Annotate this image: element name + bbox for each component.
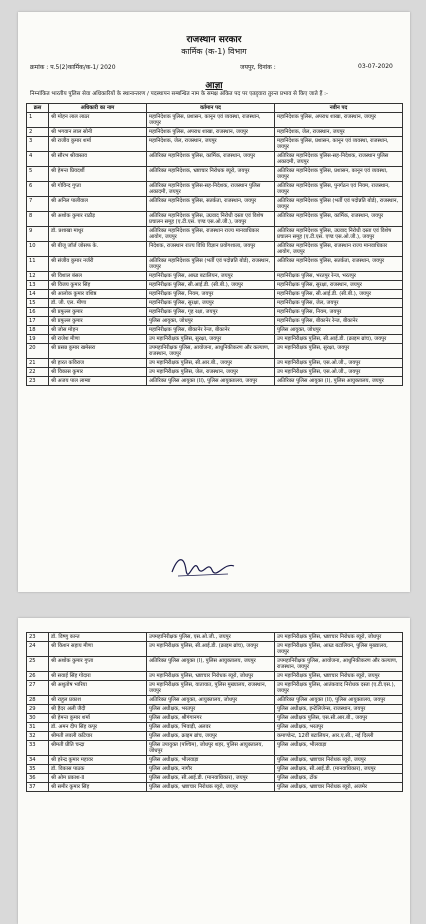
- cell-new-post: अतिरिक्त महानिदेशक पुलिस, सतर्कता, राजस्थान, जयपुर: [275, 257, 403, 272]
- cell-officer-name: श्रीमती लवली कटियार: [49, 732, 147, 741]
- cell-officer-name: श्री प्रफुल्ल कुमार: [49, 317, 147, 326]
- cell-current-post: महानिदेशक पुलिस, अपराध शाखा, राजस्थान, जयपुर: [147, 128, 275, 137]
- col-header-new-post: नवीन पद: [275, 104, 403, 113]
- cell-officer-name: श्री गोविन्द गुप्ता: [49, 182, 147, 197]
- cell-current-post: अतिरिक्त महानिदेशक पुलिस, उग्रवाद निरोधी दस्ता एवं विशेष प्रचालन समूह (ए.टी.एस. एण्ड एस.ओ.जी.), जयपुर: [147, 212, 275, 227]
- table-row: [27, 344, 403, 359]
- order-heading: आज्ञा: [205, 81, 223, 91]
- cell-new-post: महानिदेशक, जेल, राजस्थान, जयपुर: [275, 128, 403, 137]
- cell-officer-name: श्री प्रसन्न कुमार खमेसरा: [49, 344, 147, 359]
- table-row: [27, 197, 403, 212]
- cell-current-post: महानिरीक्षक पुलिस, सी.आई.डी. (सी.बी.), जयपुर: [147, 281, 275, 290]
- cell-new-post: महानिदेशक पुलिस, प्रशासन, कानून एवं व्यवस्था, राजस्थान, जयपुर: [275, 137, 403, 152]
- cell-officer-name: श्री संजीव कुमार नर्जरी: [49, 257, 147, 272]
- table-row: [27, 290, 403, 299]
- cell-current-post: पुलिस अधीक्षक, नागौर: [147, 765, 275, 774]
- cell-sno: 30: [27, 714, 49, 723]
- cell-new-post: पुलिस अधीक्षक पुलिस, एस.सी.आर.बी., जयपुर: [275, 714, 403, 723]
- cell-current-post: अतिरिक्त महानिदेशक पुलिस (भर्ती एवं पदोन्नति बोर्ड), राजस्थान, जयपुर: [147, 257, 275, 272]
- cell-new-post: उपमहानिरीक्षक पुलिस, आयोजना, आधुनिकीकरण और कल्याण, राजस्थान, जयपुर: [275, 657, 403, 672]
- signature: [168, 552, 238, 580]
- cell-officer-name: डॉ. विष्णु कान्त: [49, 633, 147, 642]
- table-row: [27, 281, 403, 290]
- table-row: [27, 723, 403, 732]
- order-page-1: [18, 12, 410, 592]
- cell-sno: 34: [27, 756, 49, 765]
- cell-sno: 23: [27, 377, 49, 386]
- cell-sno: 16: [27, 308, 49, 317]
- cell-current-post: उप महानिरीक्षक पुलिस, सी.आर.बी., जयपुर: [147, 359, 275, 368]
- cell-officer-name: श्री सौरभ श्रीवास्तव: [49, 152, 147, 167]
- cell-sno: 18: [27, 326, 49, 335]
- table-row: [27, 705, 403, 714]
- cell-new-post: अतिरिक्त महानिदेशक पुलिस, कार्मिक, राजस्थान, जयपुर: [275, 212, 403, 227]
- cell-new-post: पुलिस अधीक्षक, भरतपुर: [275, 723, 403, 732]
- table-row: [27, 377, 403, 386]
- cell-sno: 29: [27, 705, 49, 714]
- cell-sno: 28: [27, 696, 49, 705]
- cell-officer-name: डॉ. अमन दीप सिंह कपूर: [49, 723, 147, 732]
- cell-new-post: महानिरीक्षक पुलिस, नियम, जयपुर: [275, 308, 403, 317]
- cell-current-post: महानिरीक्षक पुलिस, गृह रक्षा, जयपुर: [147, 308, 275, 317]
- cell-officer-name: श्री अजय पाल लाम्बा: [49, 377, 147, 386]
- cell-sno: 14: [27, 290, 49, 299]
- cell-current-post: अतिरिक्त महानिदेशक, भ्रष्टाचार निरोधक ब्यूरो, जयपुर: [147, 167, 275, 182]
- cell-sno: 35: [27, 765, 49, 774]
- order-intro: निम्नांकित भारतीय पुलिस सेवा अधिकारियों के स्थानान्तरण / पदस्थापन सम्बन्धित नाम के समक्ष अंकित पद पर एतद्द्वारा तुरन्त प्रभाव से किए जाते हैं :-: [30, 91, 328, 97]
- cell-new-post: उप महानिरीक्षक पुलिस, एस.ओ.जी., जयपुर: [275, 359, 403, 368]
- table-row: [27, 696, 403, 705]
- cell-new-post: महानिरीक्षक पुलिस, सी.आई.डी. (सी.बी.), जयपुर: [275, 290, 403, 299]
- table-row: [27, 368, 403, 377]
- cell-new-post: अतिरिक्त महानिदेशक पुलिस (भर्ती एवं पदोन्नति बोर्ड), राजस्थान, जयपुर: [275, 197, 403, 212]
- cell-current-post: महानिरीक्षक पुलिस, आम्र्ड बटालियन, जयपुर: [147, 272, 275, 281]
- cell-current-post: उप महानिरीक्षक पुलिस, सुरक्षा, जयपुर: [147, 335, 275, 344]
- cell-sno: 19: [27, 335, 49, 344]
- cell-sno: 33: [27, 741, 49, 756]
- cell-current-post: उप महानिरीक्षक पुलिस, सी.आई.डी. (क्राइम ब्रांच), जयपुर: [147, 642, 275, 657]
- cell-new-post: उप महानिरीक्षक पुलिस, भ्रष्टाचार निरोधक ब्यूरो, जोधपुर: [275, 633, 403, 642]
- table-row: [27, 714, 403, 723]
- cell-new-post: महानिरीक्षक पुलिस, जेल, जयपुर: [275, 299, 403, 308]
- table-row: [27, 182, 403, 197]
- cell-new-post: पुलिस अधीक्षक, भीलवाड़ा: [275, 741, 403, 756]
- col-header-current-post: वर्तमान पद: [147, 104, 275, 113]
- table-row: [27, 774, 403, 783]
- cell-current-post: उप महानिरीक्षक पुलिस, जेल, राजस्थान, जयपुर: [147, 368, 275, 377]
- cell-officer-name: श्री अशोक कुमार गुप्ता: [49, 657, 147, 672]
- cell-sno: 4: [27, 152, 49, 167]
- cell-sno: 32: [27, 732, 49, 741]
- table-row: [27, 741, 403, 756]
- cell-new-post: कमाण्डेन्ट, 12वीं बटालियन, आर.ए.सी., नई दिल्ली: [275, 732, 403, 741]
- table-row: [27, 765, 403, 774]
- table-row: [27, 227, 403, 242]
- table-row: [27, 756, 403, 765]
- cell-sno: 2: [27, 128, 49, 137]
- cell-new-post: पुलिस अधीक्षक, इन्टेलिजेन्स, राजस्थान, जयपुर: [275, 705, 403, 714]
- cell-new-post: महानिरीक्षक पुलिस, सुरक्षा, राजस्थान, जयपुर: [275, 281, 403, 290]
- order-place: जयपुर, दिनांक :: [240, 64, 276, 71]
- cell-new-post: अतिरिक्त पुलिस आयुक्त (I), पुलिस आयुक्तालय, जयपुर: [275, 377, 403, 386]
- cell-current-post: पुलिस अधीक्षक, भरतपुर: [147, 705, 275, 714]
- cell-new-post: अतिरिक्त पुलिस आयुक्त (II), पुलिस आयुक्तालय, जयपुर: [275, 696, 403, 705]
- cell-sno: 6: [27, 182, 49, 197]
- table-row: [27, 657, 403, 672]
- cell-current-post: महानिरीक्षक पुलिस, नियम, जयपुर: [147, 290, 275, 299]
- col-header-name: अधिकारी का नाम: [49, 104, 147, 113]
- cell-officer-name: श्री विकास कुमार: [49, 368, 147, 377]
- table-row: [27, 299, 403, 308]
- table-row: [27, 335, 403, 344]
- cell-officer-name: डॉ. जी. एल. मीणा: [49, 299, 147, 308]
- cell-new-post: पुलिस अधीक्षक, भ्रष्टाचार निरोधक ब्यूरो, जयपुर: [275, 756, 403, 765]
- cell-officer-name: श्री सवाई सिंह गोदारा: [49, 672, 147, 681]
- cell-current-post: पुलिस अधीक्षक, श्रीगंगानगर: [147, 714, 275, 723]
- cell-current-post: पुलिस अधीक्षक, क्राइम ब्रांच, जयपुर: [147, 732, 275, 741]
- table-row: [27, 359, 403, 368]
- cell-officer-name: श्री अशोक कुमार राठौड़: [49, 212, 147, 227]
- cell-new-post: अतिरिक्त महानिदेशक पुलिस-सह-निदेशक, राजस्थान पुलिस अकादमी, जयपुर: [275, 152, 403, 167]
- cell-sno: 36: [27, 774, 49, 783]
- cell-officer-name: डॉ. प्रशाखा माथुर: [49, 227, 147, 242]
- cell-new-post: महानिदेशक पुलिस, अपराध शाखा, राजस्थान, जयपुर: [275, 113, 403, 128]
- cell-new-post: उप महानिरीक्षक पुलिस, एस.ओ.जी., जयपुर: [275, 368, 403, 377]
- cell-sno: 37: [27, 783, 49, 792]
- cell-sno: 13: [27, 281, 49, 290]
- cell-current-post: अतिरिक्त पुलिस आयुक्त, आयुक्तालय, जोधपुर: [147, 696, 275, 705]
- cell-new-post: अतिरिक्त महानिदेशक पुलिस, प्रशासन, कानून एवं व्यवस्था, जयपुर: [275, 167, 403, 182]
- cell-current-post: महानिरीक्षक पुलिस, बीकानेर रेन्ज, बीकानेर: [147, 326, 275, 335]
- cell-current-post: अतिरिक्त महानिदेशक पुलिस, सतर्कता, राजस्थान, जयपुर: [147, 197, 275, 212]
- cell-new-post: उप महानिरीक्षक पुलिस, भ्रष्टाचार निरोधक ब्यूरो, जयपुर: [275, 672, 403, 681]
- cell-current-post: महानिदेशक, जेल, राजस्थान, जयपुर: [147, 137, 275, 152]
- order-reference: क्रमांक : प.5(2)कार्मिक/क-1/ 2020: [30, 64, 116, 71]
- cell-officer-name: श्री हरेन्द्र कुमार महावर: [49, 756, 147, 765]
- cell-sno: 24: [27, 642, 49, 657]
- cell-current-post: अतिरिक्त पुलिस आयुक्त (II), पुलिस आयुक्तालय, जयपुर: [147, 377, 275, 386]
- cell-current-post: उपमहानिरीक्षक पुलिस, एस.ओ.जी., जयपुर: [147, 633, 275, 642]
- cell-current-post: उप महानिरीक्षक पुलिस, यातायात, पुलिस मुख्यालय, राजस्थान, जयपुर: [147, 681, 275, 696]
- cell-new-post: पुलिस अधीक्षक, टोंक: [275, 774, 403, 783]
- cell-new-post: उप महानिरीक्षक पुलिस, सी.आई.डी. (क्राइम ब्रांच), जयपुर: [275, 335, 403, 344]
- cell-sno: 21: [27, 359, 49, 368]
- cell-current-post: पुलिस अधीक्षक, भिवाड़ी, अलवर: [147, 723, 275, 732]
- cell-sno: 31: [27, 723, 49, 732]
- cell-officer-name: श्री बीजू जॉर्ज जोसफ के.: [49, 242, 147, 257]
- cell-sno: 15: [27, 299, 49, 308]
- cell-sno: 11: [27, 257, 49, 272]
- cell-officer-name: श्री राजेश मीणा: [49, 335, 147, 344]
- cell-new-post: महानिरीक्षक पुलिस, भरतपुर रेन्ज, भरतपुर: [275, 272, 403, 281]
- table-row: [27, 242, 403, 257]
- cell-officer-name: श्री आलोक कुमार वशिष्ठ: [49, 290, 147, 299]
- cell-current-post: अतिरिक्त महानिदेशक पुलिस-सह-निदेशक, राजस्थान पुलिस अकादमी, जयपुर: [147, 182, 275, 197]
- cell-officer-name: श्रीमती प्रीति चन्द्रा: [49, 741, 147, 756]
- table-row: [27, 308, 403, 317]
- col-header-sno: क्रस: [27, 104, 49, 113]
- table-row: [27, 272, 403, 281]
- cell-sno: 23: [27, 633, 49, 642]
- cell-officer-name: श्री प्रफुल्ल कुमार: [49, 308, 147, 317]
- cell-officer-name: श्री किशन सहाय मीणा: [49, 642, 147, 657]
- table-row: [27, 642, 403, 657]
- cell-sno: 8: [27, 212, 49, 227]
- table-row: [27, 681, 403, 696]
- cell-new-post: अतिरिक्त महानिदेशक पुलिस, पुनर्गठन एवं नियम, राजस्थान, जयपुर: [275, 182, 403, 197]
- transfer-table-page-2: [26, 632, 403, 792]
- cell-sno: 9: [27, 227, 49, 242]
- cell-sno: 22: [27, 368, 49, 377]
- cell-officer-name: श्री हेमन्त प्रियदर्शी: [49, 167, 147, 182]
- table-row: [27, 212, 403, 227]
- cell-new-post: उप महानिरीक्षक पुलिस, आम्र्ड बटालियन, पुलिस मुख्यालय, जयपुर: [275, 642, 403, 657]
- cell-sno: 1: [27, 113, 49, 128]
- cell-current-post: पुलिस अधीक्षक, भ्रष्टाचार निरोधक ब्यूरो, जयपुर: [147, 783, 275, 792]
- table-row: [27, 128, 403, 137]
- table-row: [27, 137, 403, 152]
- cell-officer-name: श्री ओम प्रकाश-II: [49, 774, 147, 783]
- cell-officer-name: श्री अशुतोष भारिया: [49, 681, 147, 696]
- cell-officer-name: श्री हेमन्त कुमार शर्मा: [49, 714, 147, 723]
- cell-current-post: उप महानिरीक्षक पुलिस, भ्रष्टाचार निरोधक ब्यूरो, जोधपुर: [147, 672, 275, 681]
- cell-officer-name: श्री राजीव कुमार शर्मा: [49, 137, 147, 152]
- order-page-2: [18, 618, 410, 924]
- cell-new-post: उप महानिरीक्षक पुलिस, सुरक्षा, जयपुर: [275, 344, 403, 359]
- department-title: कार्मिक (क-1) विभाग: [181, 47, 247, 56]
- cell-officer-name: श्री राहुल प्रकाश: [49, 696, 147, 705]
- cell-new-post: उप महानिरीक्षक पुलिस, आतंकवाद निरोधक दस्ता (ए.टी.एस.), जयपुर: [275, 681, 403, 696]
- cell-officer-name: श्री अनिल पालीवाल: [49, 197, 147, 212]
- government-title: राजस्थान सरकार: [186, 35, 242, 45]
- cell-new-post: पुलिस अधीक्षक, सी.आई.डी. (मानवाधिकार), जयपुर: [275, 765, 403, 774]
- cell-sno: 17: [27, 317, 49, 326]
- cell-new-post: अतिरिक्त महानिदेशक पुलिस, राजस्थान राज्य मानवाधिकार आयोग, जयपुर: [275, 242, 403, 257]
- cell-current-post: पुलिस उपायुक्त (पश्चिम), जोधपुर शहर, पुलिस आयुक्तालय, जोधपुर: [147, 741, 275, 756]
- cell-officer-name: श्री हारत कविराज: [49, 359, 147, 368]
- cell-current-post: पुलिस अधीक्षक, भीलवाड़ा: [147, 756, 275, 765]
- cell-new-post: पुलिस आयुक्त, जोधपुर: [275, 326, 403, 335]
- cell-sno: 25: [27, 657, 49, 672]
- cell-sno: 26: [27, 672, 49, 681]
- cell-officer-name: श्री विजय कुमार सिंह: [49, 281, 147, 290]
- cell-officer-name: श्री विशाल बंसल: [49, 272, 147, 281]
- cell-sno: 7: [27, 197, 49, 212]
- cell-sno: 3: [27, 137, 49, 152]
- cell-current-post: पुलिस अधीक्षक, सी.आई.डी. (मानवाधिकार), जयपुर: [147, 774, 275, 783]
- cell-current-post: उपमहानिरीक्षक पुलिस, आयोजना, आधुनिकीकरण और कल्याण, राजस्थान, जयपुर: [147, 344, 275, 359]
- cell-current-post: अतिरिक्त पुलिस आयुक्त (I), पुलिस आयुक्तालय, जयपुर: [147, 657, 275, 672]
- cell-officer-name: श्री भगवान लाल सोनी: [49, 128, 147, 137]
- table-row: [27, 317, 403, 326]
- cell-current-post: महानिदेशक पुलिस, प्रशासन, कानून एवं व्यवस्था, राजस्थान, जयपुर: [147, 113, 275, 128]
- table-row: [27, 167, 403, 182]
- cell-sno: 27: [27, 681, 49, 696]
- order-date: 03-07-2020: [358, 63, 393, 70]
- cell-officer-name: श्री जोस मोहन: [49, 326, 147, 335]
- cell-current-post: महानिरीक्षक पुलिस, सुरक्षा, जयपुर: [147, 299, 275, 308]
- cell-current-post: अतिरिक्त महानिदेशक पुलिस, कार्मिक, राजस्थान, जयपुर: [147, 152, 275, 167]
- table-row: [27, 152, 403, 167]
- table-row: [27, 633, 403, 642]
- cell-officer-name: श्री मोहन लाल लाठर: [49, 113, 147, 128]
- table-row: [27, 672, 403, 681]
- table-row: [27, 783, 403, 792]
- table-row: [27, 732, 403, 741]
- cell-new-post: महानिरीक्षक पुलिस, बीकानेर रेन्ज, बीकानेर: [275, 317, 403, 326]
- cell-officer-name: डॉ. विकास पाठक: [49, 765, 147, 774]
- cell-current-post: निदेशक, राजस्थान राज्य विधि विज्ञान प्रयोगशाला, जयपुर: [147, 242, 275, 257]
- cell-new-post: अतिरिक्त महानिदेशक पुलिस, उग्रवाद निरोधी दस्ता एवं विशेष प्रचालन समूह (ए.टी.एस. एण्ड एस.ओ.जी.), जयपुर: [275, 227, 403, 242]
- cell-current-post: अतिरिक्त महानिदेशक पुलिस, राजस्थान राज्य मानवाधिकार आयोग, जयपुर: [147, 227, 275, 242]
- table-row: [27, 257, 403, 272]
- cell-sno: 20: [27, 344, 49, 359]
- cell-officer-name: श्री समीर कुमार सिंह: [49, 783, 147, 792]
- cell-new-post: पुलिस अधीक्षक, भ्रष्टाचार निरोधक ब्यूरो, अजमेर: [275, 783, 403, 792]
- table-row: [27, 326, 403, 335]
- transfer-table-page-1: [26, 103, 403, 386]
- cell-sno: 12: [27, 272, 49, 281]
- cell-sno: 5: [27, 167, 49, 182]
- cell-officer-name: श्री हैदर अली जैदी: [49, 705, 147, 714]
- table-row: [27, 113, 403, 128]
- cell-current-post: पुलिस आयुक्त, जोधपुर: [147, 317, 275, 326]
- cell-sno: 10: [27, 242, 49, 257]
